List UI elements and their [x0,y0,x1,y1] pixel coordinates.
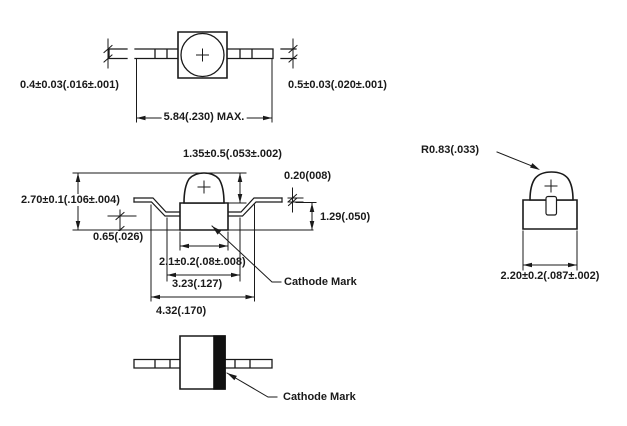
cathode-mark-label-front: Cathode Mark [284,276,357,288]
dim-label-lead-bend-span: 3.23(.127) [172,278,223,290]
dim-label-lead-height: 1.29(.050) [320,211,371,223]
dim-label-lens-height: 1.35±0.5(.053±.002) [183,148,282,160]
dim-lead-thickness [288,188,303,212]
bottom-view-cathode-leader [227,373,277,397]
dim-ticks-right-lead [289,39,297,68]
top-view [104,32,297,122]
lens-radius-leader [497,152,540,170]
dim-label-lead-thickness: 0.20(008) [284,170,332,182]
front-view-body [180,203,228,230]
dim-label-body-depth: 2.20±0.2(.087±.002) [500,270,600,282]
dim-label-lead-thickness-right: 0.5±0.03(.020±.001) [288,79,387,91]
dim-label-overall-height: 2.70±0.1(.106±.004) [21,194,120,206]
dim-lead-height [296,203,316,231]
dim-label-lead-outer-span: 4.32(.170) [156,305,207,317]
dim-label-lead-thickness-left: 0.4±0.03(.016±.001) [20,79,119,91]
dim-label-standoff: 0.65(.026) [93,231,144,243]
dim-label-overall-length: 5.84(.230) MAX. [163,111,245,123]
bottom-view [134,336,277,397]
front-view-cathode-leader [212,226,281,282]
side-view [497,152,577,270]
dim-lens-height [228,173,246,203]
cathode-mark-label-bottom: Cathode Mark [283,391,356,403]
dim-label-body-width: 2.1±0.2(.08±.008) [159,256,246,268]
side-view-lead [546,197,557,216]
dim-body-depth [523,231,577,270]
dim-ticks-left-lead [104,39,112,68]
bottom-view-cathode-stripe [214,336,225,389]
dim-label-lens-radius: R0.83(.033) [421,144,480,156]
